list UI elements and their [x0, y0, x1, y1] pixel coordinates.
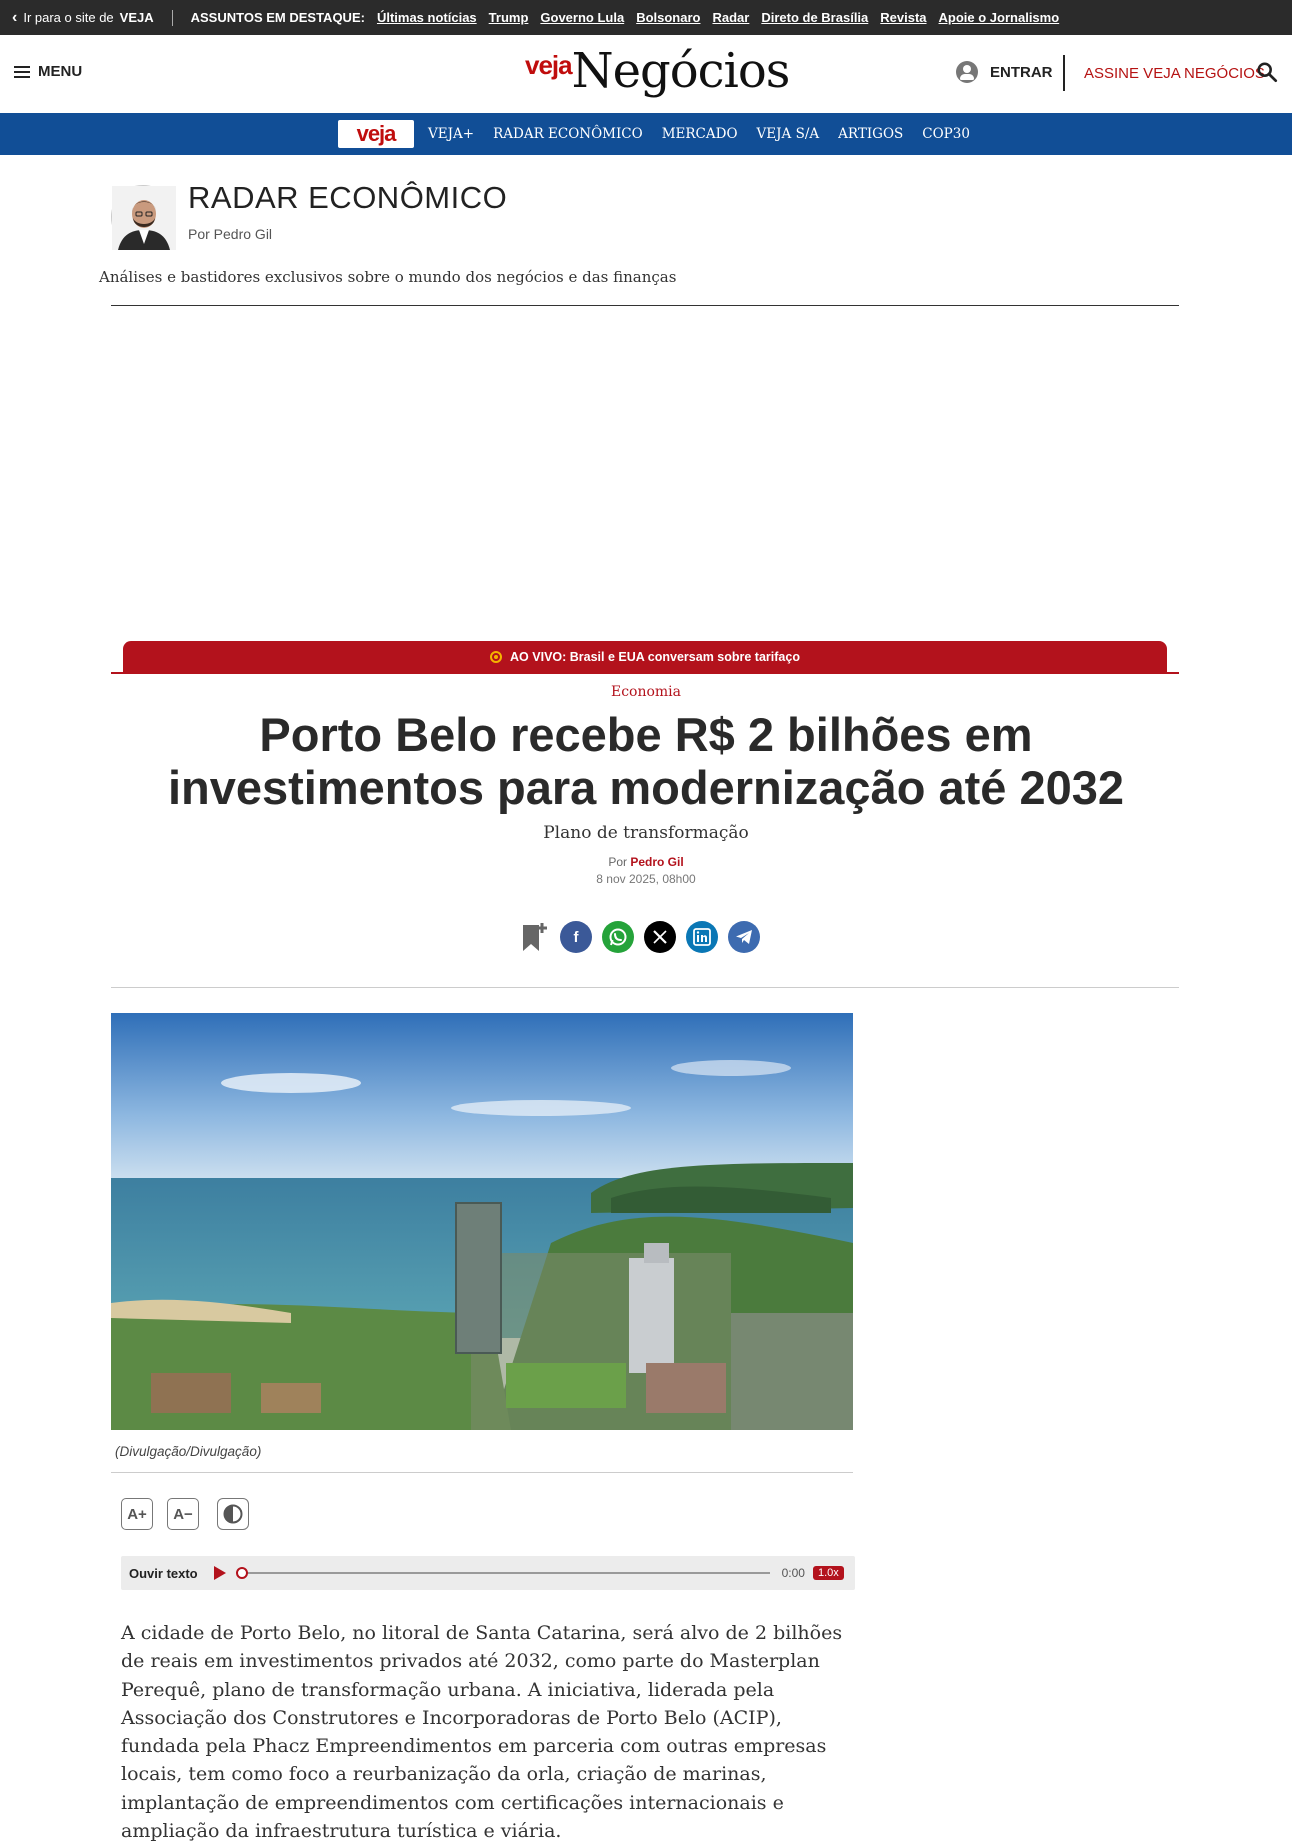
- audio-player: [121, 1556, 855, 1590]
- telegram-icon[interactable]: [728, 921, 760, 953]
- nav-item[interactable]: MERCADO: [661, 126, 738, 142]
- live-icon: [490, 651, 502, 663]
- decrease-font-button[interactable]: A−: [167, 1498, 199, 1530]
- image-caption: (Divulgação/Divulgação): [115, 1444, 262, 1459]
- topic-link[interactable]: Radar: [712, 10, 750, 25]
- column-byline: Por Pedro Gil: [188, 226, 273, 242]
- play-icon[interactable]: [214, 1566, 226, 1580]
- topic-link[interactable]: Governo Lula: [540, 10, 625, 25]
- author-link[interactable]: Pedro Gil: [630, 855, 684, 869]
- audio-label: Ouvir texto: [129, 1565, 198, 1581]
- topic-link[interactable]: Direto de Brasília: [761, 10, 869, 25]
- nav-item[interactable]: RADAR ECONÔMICO: [493, 126, 643, 142]
- topic-link[interactable]: Apoie o Jornalismo: [938, 10, 1060, 25]
- divider: [172, 10, 173, 26]
- login-label: ENTRAR: [990, 63, 1053, 81]
- share-bar: [518, 921, 760, 953]
- menu-label: MENU: [38, 63, 83, 80]
- nav-item[interactable]: ARTIGOS: [838, 126, 904, 142]
- article-subhead: Plano de transformação: [543, 823, 749, 843]
- live-text: AO VIVO: Brasil e EUA conversam sobre tarifaço: [510, 650, 800, 664]
- facebook-icon[interactable]: f: [560, 921, 592, 953]
- topic-link[interactable]: Revista: [880, 10, 927, 25]
- divider: [1063, 55, 1065, 91]
- topic-link[interactable]: Últimas notícias: [376, 10, 477, 25]
- login-button[interactable]: [956, 61, 1053, 83]
- site-header: [0, 35, 1292, 113]
- article-headline: Porto Belo recebe R$ 2 bilhões em investimentos para modernização até 2032: [167, 708, 1125, 814]
- top-strip: [0, 0, 1292, 35]
- bookmark-icon[interactable]: [518, 921, 550, 953]
- highlights-label: ASSUNTOS EM DESTAQUE:: [190, 10, 365, 25]
- column-description: Análises e bastidores exclusivos sobre o mundo dos negócios e das finanças: [99, 268, 677, 286]
- columnist-avatar[interactable]: [111, 185, 175, 249]
- x-icon[interactable]: [644, 921, 676, 953]
- topic-link[interactable]: Bolsonaro: [636, 10, 701, 25]
- reading-tools: [121, 1498, 249, 1530]
- back-prefix: Ir para o site de: [23, 10, 114, 25]
- audio-progress-track[interactable]: [240, 1572, 770, 1574]
- divider: [111, 1472, 853, 1473]
- live-banner[interactable]: [123, 641, 1167, 673]
- site-logo[interactable]: [525, 43, 789, 99]
- contrast-icon[interactable]: [217, 1498, 249, 1530]
- nav-item[interactable]: VEJA S/A: [756, 126, 820, 142]
- nav-veja-logo[interactable]: veja: [338, 120, 414, 148]
- article-category[interactable]: Economia: [610, 684, 682, 700]
- back-brand: VEJA: [119, 10, 154, 25]
- search-icon[interactable]: [1256, 61, 1278, 83]
- article-byline: [0, 855, 1292, 869]
- chevron-left-icon: ‹: [12, 8, 18, 26]
- topic-link[interactable]: Trump: [488, 10, 529, 25]
- nav-item[interactable]: COP30: [922, 126, 970, 142]
- linkedin-icon[interactable]: [686, 921, 718, 953]
- user-icon: [956, 61, 978, 83]
- divider: [111, 987, 1179, 988]
- nav-item[interactable]: VEJA+: [428, 126, 475, 142]
- whatsapp-icon[interactable]: [602, 921, 634, 953]
- divider: [111, 672, 1179, 674]
- divider: [111, 305, 1179, 306]
- section-nav: [0, 113, 1292, 155]
- byline-prefix: Por: [608, 855, 627, 869]
- playback-speed-button[interactable]: 1.0x: [813, 1566, 844, 1580]
- menu-button[interactable]: [14, 63, 82, 80]
- back-to-veja-link[interactable]: [12, 10, 154, 26]
- hamburger-icon: [14, 66, 30, 78]
- audio-time: 0:00: [781, 1566, 805, 1580]
- article-image: [111, 1013, 853, 1430]
- subscribe-link[interactable]: ASSINE VEJA NEGÓCIOS: [1084, 65, 1265, 82]
- increase-font-button[interactable]: A+: [121, 1498, 153, 1530]
- column-title[interactable]: RADAR ECONÔMICO: [188, 180, 508, 215]
- audio-progress-handle[interactable]: [236, 1567, 248, 1579]
- logo-veja: veja: [525, 50, 572, 80]
- logo-negocios: Negócios: [571, 43, 790, 99]
- article-body: A cidade de Porto Belo, no litoral de Santa Catarina, será alvo de 2 bilhões de reais em investimentos privados até 2032, como parte do Masterplan Perequê, plano de transformação urbana. A iniciativa, liderada pela Associação dos Construtores e Incorporadoras de Porto Belo (ACIP), fundada pela Phacz Empreendimentos em parceria com outras empresas locais, tem como foco a reurbanização da orla, criação de marinas, implantação de empreendimentos com certificações internacionais e ampliação da infraestrutura turística e viária.: [121, 1622, 843, 1843]
- article-date: 8 nov 2025, 08h00: [596, 872, 696, 886]
